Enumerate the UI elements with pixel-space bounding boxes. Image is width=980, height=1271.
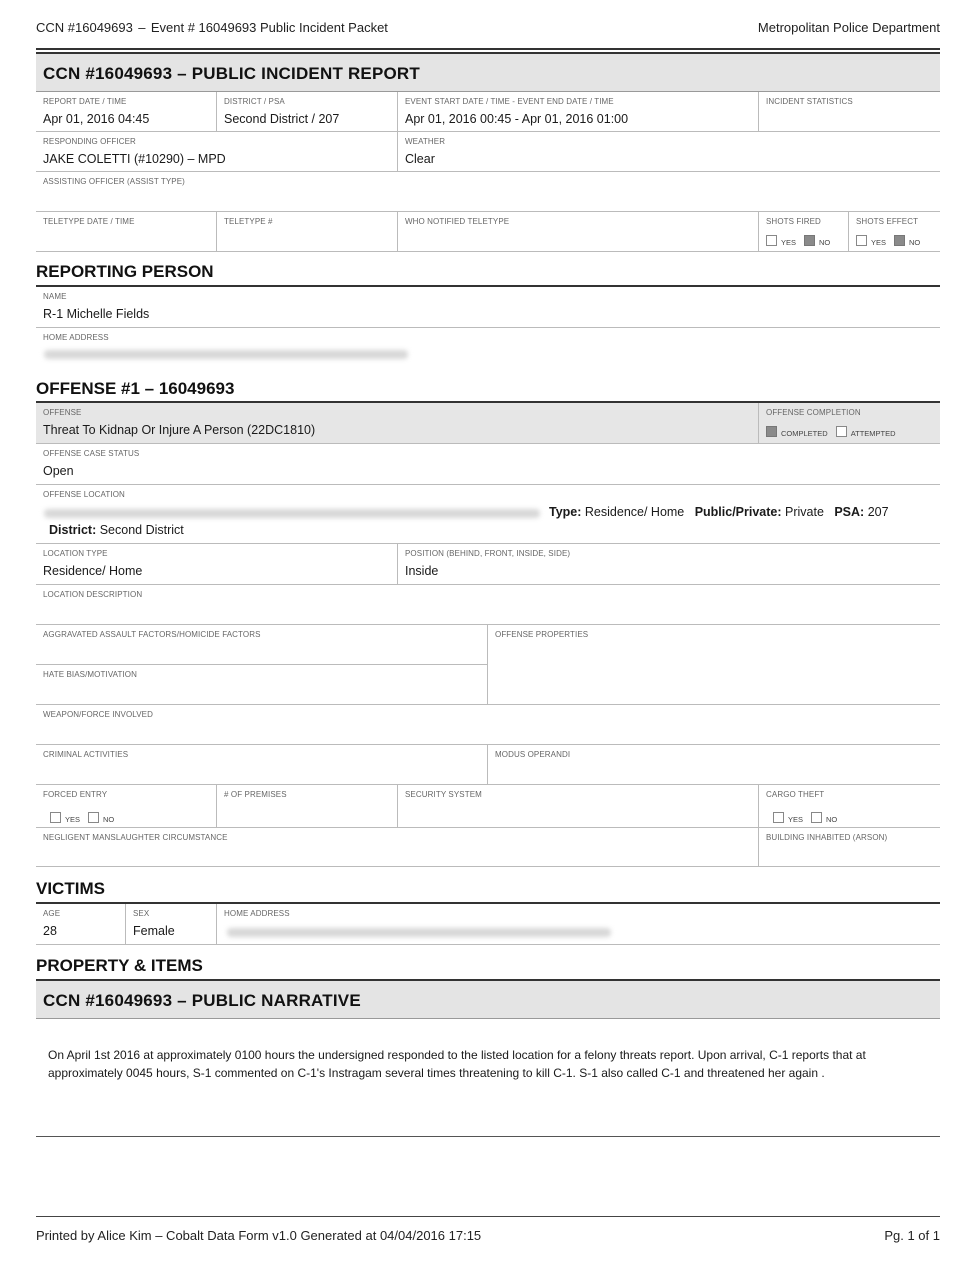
forced-entry-options (50, 809, 122, 827)
shots-effect-no-label: NO (909, 238, 921, 247)
header-ccn: CCN #16049693 (36, 20, 133, 35)
criminal-activities-label: CRIMINAL ACTIVITIES (43, 750, 129, 759)
position-label: POSITION (BEHIND, FRONT, INSIDE, SIDE) (405, 549, 571, 558)
who-notified-label: WHO NOTIFIED TELETYPE (405, 217, 510, 226)
modus-operandi-label: MODUS OPERANDI (495, 750, 571, 759)
building-inhabited-label: BUILDING INHABITED (ARSON) (766, 833, 888, 842)
victim-sex-cell (126, 904, 217, 945)
offense-properties-cell (488, 625, 940, 705)
officer-label: RESPONDING OFFICER (43, 137, 136, 146)
shots-fired-yes-checkbox[interactable] (766, 235, 777, 246)
victim-address-redacted (227, 928, 611, 937)
shots-effect-no-checkbox[interactable] (894, 235, 905, 246)
header-department: Metropolitan Police Department (757, 20, 940, 35)
district-value: Second District / 207 (224, 112, 340, 126)
completed-label: COMPLETED (781, 429, 828, 438)
rp-name-cell (36, 287, 940, 328)
footer-page-number: Pg. 1 of 1 (884, 1228, 940, 1243)
header-left (36, 20, 388, 35)
header-rule (36, 48, 940, 50)
forced-entry-yes-label: YES (65, 815, 81, 824)
narrative-text: On April 1st 2016 at approximately 0100 hours the undersigned responded to the listed location for a felony threats report. Upon arrival, C-1 reports that at approximately 0045 hours, S-1 commented on C-1's Instragam several times threatening to kill C-1. S-1 also called C-1 and threatened her again . (48, 1048, 866, 1080)
shots-effect-yes-checkbox[interactable] (856, 235, 867, 246)
report-date-label: REPORT DATE / TIME (43, 97, 127, 106)
victims-heading: VICTIMS (36, 879, 105, 898)
hate-bias-label: HATE BIAS/MOTIVATION (43, 670, 138, 679)
victim-age-cell (36, 904, 126, 945)
report-date-value: Apr 01, 2016 04:45 (43, 112, 150, 126)
premises-label: # OF PREMISES (224, 790, 287, 799)
offense-heading: OFFENSE #1 – 16049693 (36, 379, 235, 398)
location-type-label: LOCATION TYPE (43, 549, 108, 558)
offense-completion-label: OFFENSE COMPLETION (766, 408, 861, 417)
offense-completion-options (766, 423, 904, 441)
report-title: CCN #16049693 – PUBLIC INCIDENT REPORT (43, 64, 420, 83)
teletype-date-label: TELETYPE DATE / TIME (43, 217, 135, 226)
building-inhabited-cell (759, 828, 940, 867)
weather-label: WEATHER (405, 137, 446, 146)
victim-sex-value: Female (133, 924, 175, 938)
report-date-cell (36, 92, 217, 132)
narrative-title-bar (36, 979, 940, 1019)
offense-properties-label: OFFENSE PROPERTIES (495, 630, 589, 639)
victim-sex-label: SEX (133, 909, 150, 918)
footer-printed: Printed by Alice Kim – Cobalt Data Form v1.0 Generated at 04/04/2016 17:15 (36, 1228, 482, 1243)
district-cell (217, 92, 398, 132)
narrative-end-rule (36, 1136, 940, 1137)
report-title-bar (36, 52, 940, 92)
district-inline-label: District: (49, 523, 97, 537)
header-dash: – (138, 20, 146, 35)
teletype-date-cell (36, 212, 217, 252)
completed-checkbox[interactable] (766, 426, 777, 437)
offense-value: Threat To Kidnap Or Injure A Person (22DC1810) (43, 423, 316, 437)
assisting-officer-label: ASSISTING OFFICER (ASSIST TYPE) (43, 177, 185, 186)
victim-age-label: AGE (43, 909, 61, 918)
shots-fired-yes-label: YES (781, 238, 797, 247)
location-description-cell (36, 585, 940, 625)
offense-location-label: OFFENSE LOCATION (43, 490, 125, 499)
officer-value: JAKE COLETTI (#10290) – MPD (43, 152, 226, 166)
incident-stats-cell (759, 92, 940, 132)
rp-address-label: HOME ADDRESS (43, 333, 109, 342)
cargo-theft-yes-label: YES (788, 815, 804, 824)
aggravated-factors-cell (36, 625, 488, 665)
forced-entry-no-label: NO (103, 815, 115, 824)
rp-address-redacted (44, 350, 408, 359)
shots-effect-yes-label: YES (871, 238, 887, 247)
rp-address-cell (36, 328, 940, 369)
forced-entry-yes-checkbox[interactable] (50, 812, 61, 823)
shots-fired-cell (759, 212, 849, 252)
forced-entry-no-checkbox[interactable] (88, 812, 99, 823)
type-label: Type: (549, 505, 582, 519)
offense-location-cell (36, 485, 940, 544)
who-notified-cell (398, 212, 759, 252)
psa-label: PSA: (834, 505, 865, 519)
location-type-cell (36, 544, 398, 585)
location-description-label: LOCATION DESCRIPTION (43, 590, 143, 599)
offense-cell (36, 403, 759, 444)
modus-operandi-cell (488, 745, 940, 785)
public-private-label: Public/Private: (694, 505, 782, 519)
page-header (36, 20, 940, 44)
property-heading: PROPERTY & ITEMS (36, 956, 203, 975)
attempted-checkbox[interactable] (836, 426, 847, 437)
weather-cell (398, 132, 940, 172)
victim-age-value: 28 (43, 924, 57, 938)
shots-effect-cell (849, 212, 940, 252)
reporting-person-heading: REPORTING PERSON (36, 262, 214, 281)
incident-stats-label: INCIDENT STATISTICS (766, 97, 853, 106)
forced-entry-cell (36, 785, 217, 828)
cargo-theft-options (773, 809, 845, 827)
cargo-theft-no-checkbox[interactable] (811, 812, 822, 823)
position-value: Inside (405, 564, 439, 578)
criminal-activities-cell (36, 745, 488, 785)
teletype-number-cell (217, 212, 398, 252)
shots-effect-label: SHOTS EFFECT (856, 217, 919, 226)
weapon-force-cell (36, 705, 940, 745)
offense-completion-cell (759, 403, 940, 444)
position-cell (398, 544, 940, 585)
weather-value: Clear (405, 152, 435, 166)
narrative-title: CCN #16049693 – PUBLIC NARRATIVE (43, 991, 361, 1010)
rp-name-label: NAME (43, 292, 67, 301)
district-label: DISTRICT / PSA (224, 97, 285, 106)
district-inline-value: Second District (99, 523, 184, 537)
event-range-value: Apr 01, 2016 00:45 - Apr 01, 2016 01:00 (405, 112, 629, 126)
victim-address-cell (217, 904, 940, 945)
cargo-theft-cell (759, 785, 940, 828)
offense-location-district (49, 523, 184, 537)
footer-rule (36, 1216, 940, 1217)
type-value: Residence/ Home (584, 505, 685, 519)
offense-label: OFFENSE (43, 408, 82, 417)
shots-effect-options (856, 232, 928, 250)
weapon-force-label: WEAPON/FORCE INVOLVED (43, 710, 153, 719)
case-status-value: Open (43, 464, 74, 478)
assisting-officer-cell (36, 172, 940, 212)
security-system-cell (398, 785, 759, 828)
cargo-theft-label: CARGO THEFT (766, 790, 825, 799)
premises-cell (217, 785, 398, 828)
attempted-label: ATTEMPTED (850, 429, 896, 438)
public-private-value: Private (785, 505, 824, 519)
teletype-number-label: TELETYPE # (224, 217, 273, 226)
psa-value: 207 (867, 505, 889, 519)
location-type-value: Residence/ Home (43, 564, 143, 578)
shots-fired-label: SHOTS FIRED (766, 217, 821, 226)
negligent-manslaughter-cell (36, 828, 759, 867)
shots-fired-options (766, 232, 838, 250)
shots-fired-no-checkbox[interactable] (804, 235, 815, 246)
header-event: Event # 16049693 Public Incident Packet (150, 20, 388, 35)
offense-location-redacted (44, 509, 540, 518)
case-status-cell (36, 444, 940, 485)
victim-address-label: HOME ADDRESS (224, 909, 290, 918)
cargo-theft-no-label: NO (826, 815, 838, 824)
shots-fired-no-label: NO (819, 238, 831, 247)
officer-cell (36, 132, 398, 172)
event-range-label: EVENT START DATE / TIME - EVENT END DATE / TIME (405, 97, 614, 106)
security-system-label: SECURITY SYSTEM (405, 790, 482, 799)
case-status-label: OFFENSE CASE STATUS (43, 449, 140, 458)
event-range-cell (398, 92, 759, 132)
rp-name-value: R-1 Michelle Fields (43, 307, 150, 321)
forced-entry-label: FORCED ENTRY (43, 790, 108, 799)
aggravated-factors-label: AGGRAVATED ASSAULT FACTORS/HOMICIDE FACTORS (43, 630, 261, 639)
cargo-theft-yes-checkbox[interactable] (773, 812, 784, 823)
negligent-manslaughter-label: NEGLIGENT MANSLAUGHTER CIRCUMSTANCE (43, 833, 228, 842)
offense-location-attributes (549, 505, 889, 519)
hate-bias-cell (36, 665, 488, 705)
